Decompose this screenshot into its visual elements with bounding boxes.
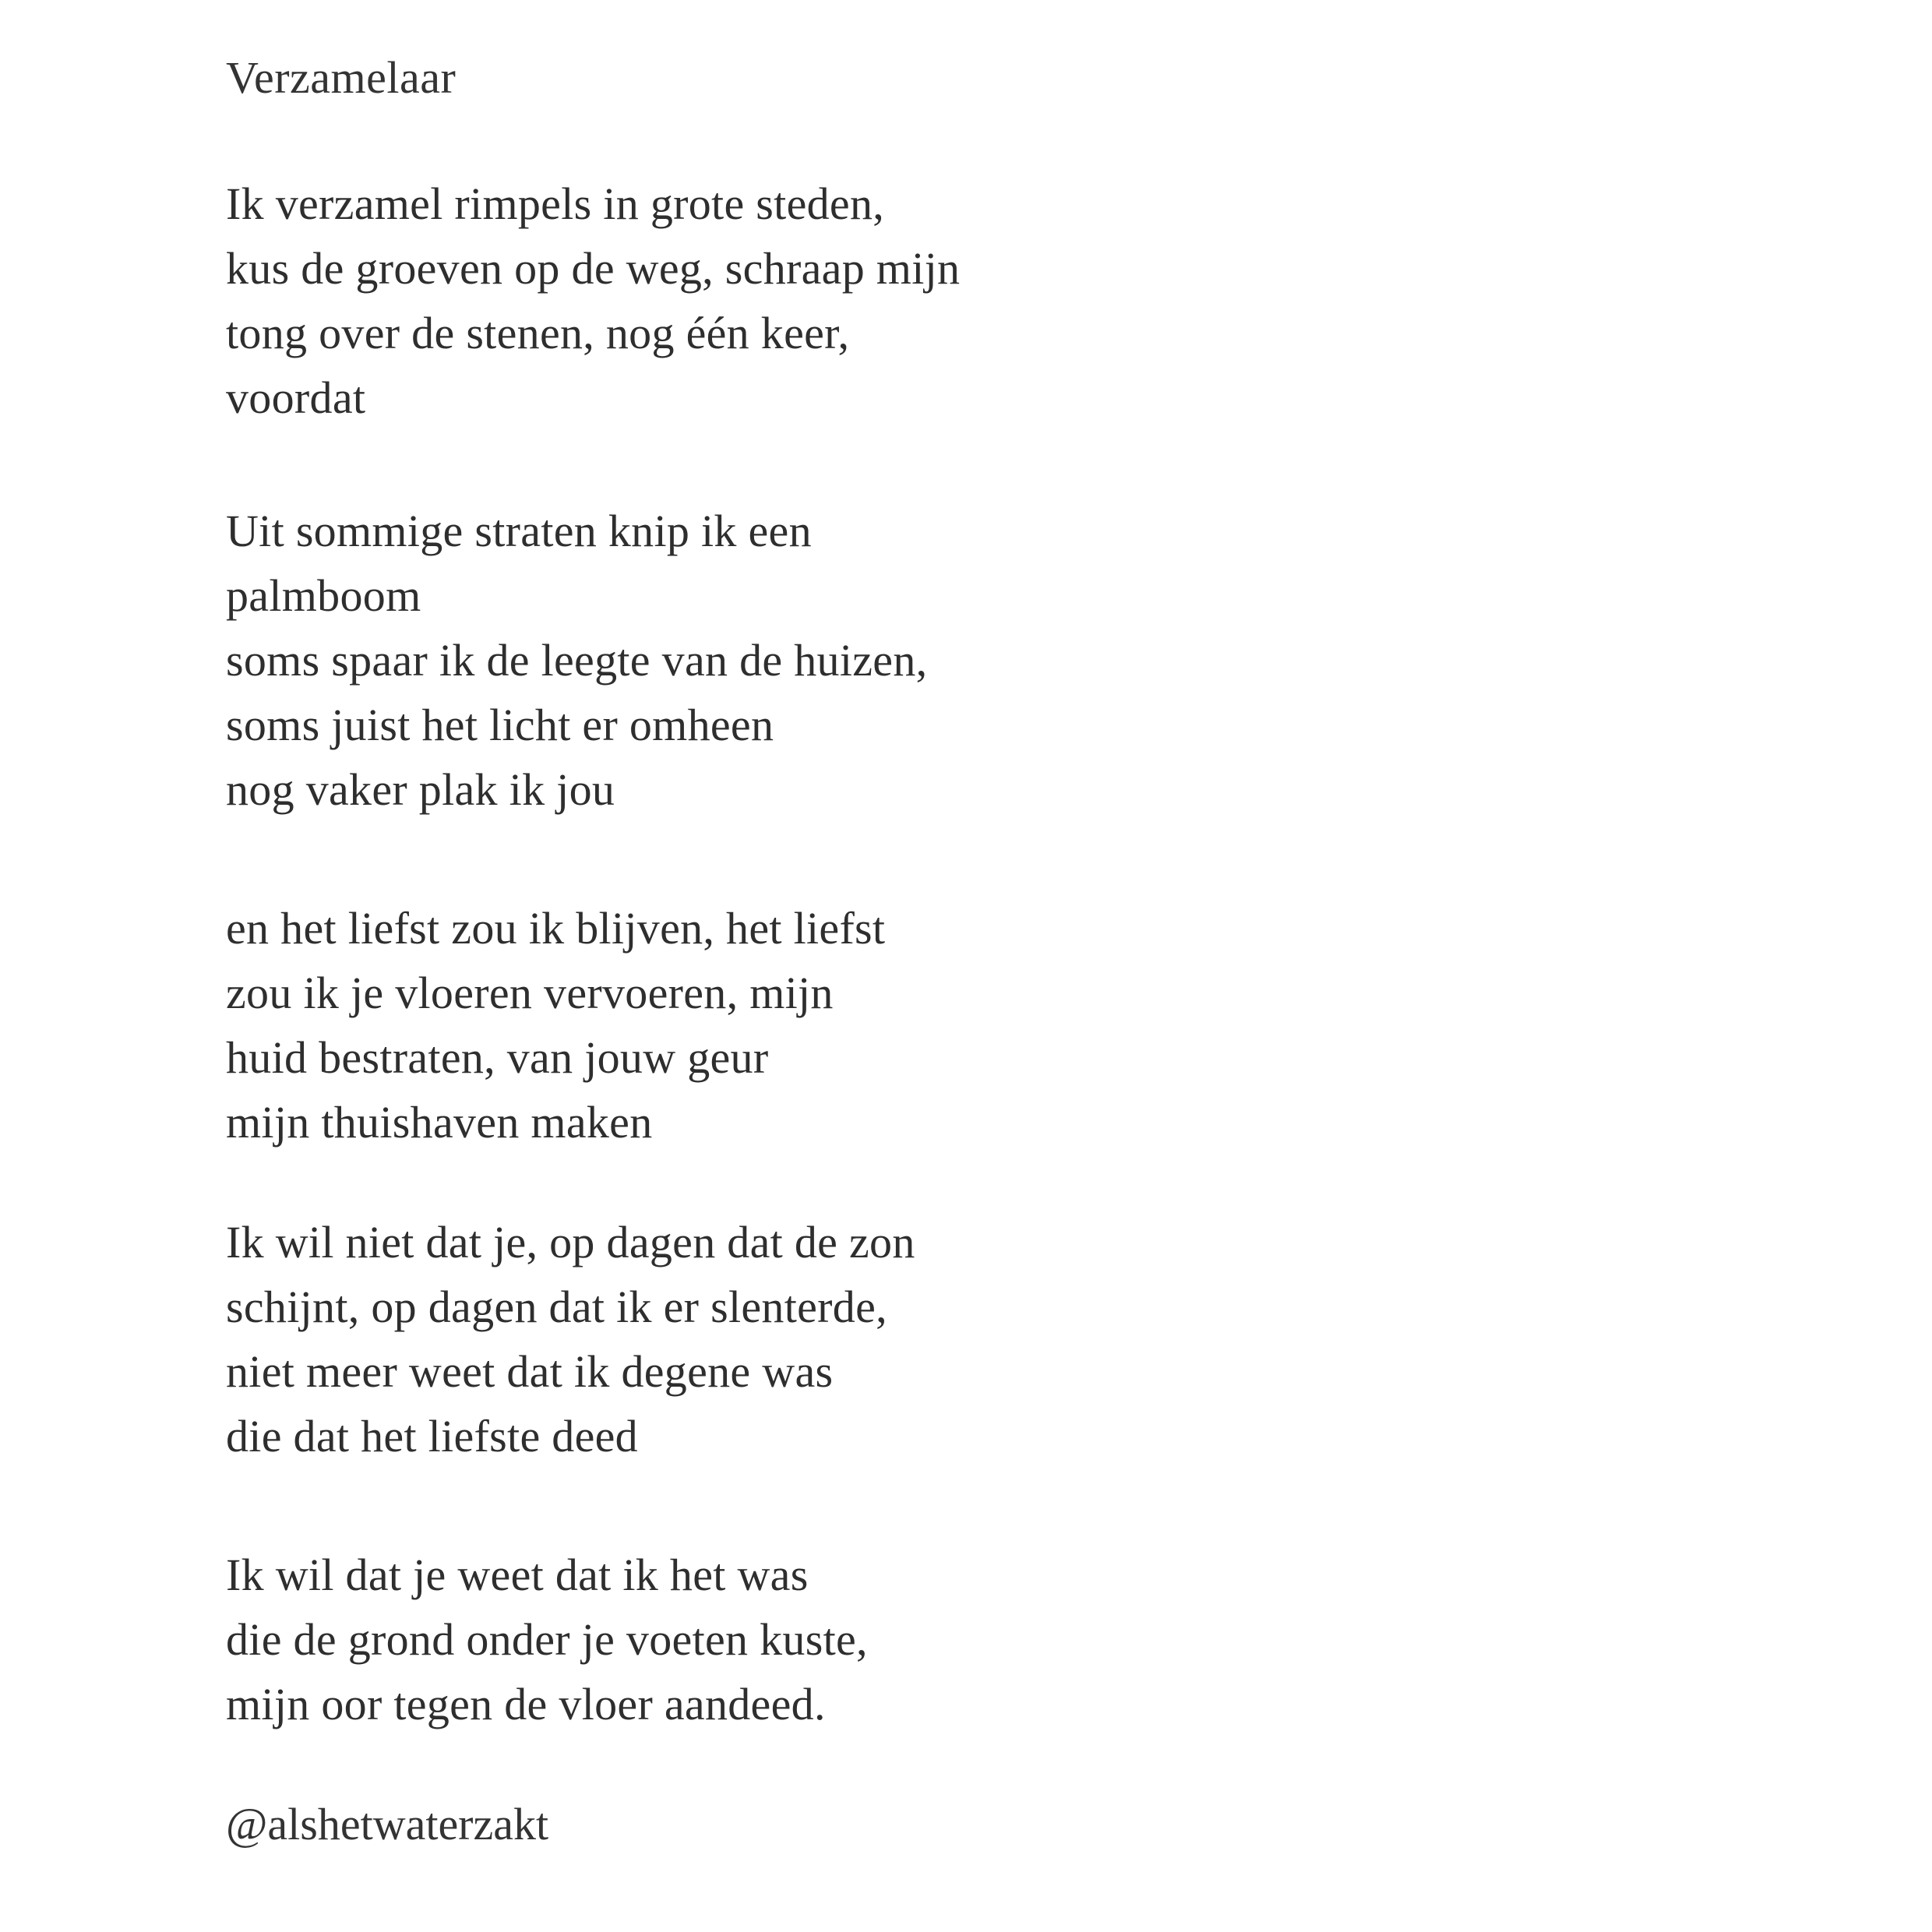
stanza-3 [226, 896, 885, 1155]
stanza-5 [226, 1542, 868, 1736]
poem-line: palmboom [226, 570, 421, 621]
poem-line: niet meer weet dat ik degene was [226, 1346, 834, 1397]
poem-line: Ik verzamel rimpels in grote steden, [226, 178, 885, 229]
poem-line: Ik wil niet dat je, op dagen dat de zon [226, 1217, 915, 1267]
poem-line: Uit sommige straten knip ik een [226, 506, 812, 556]
poem-line: voordat [226, 372, 366, 423]
stanza-1 [226, 171, 960, 430]
poem-line: mijn thuishaven maken [226, 1097, 653, 1148]
stanza-4 [226, 1210, 915, 1468]
author-handle: @alshetwaterzakt [226, 1799, 549, 1849]
poem-line: die dat het liefste deed [226, 1411, 638, 1461]
stanza-2 [226, 499, 927, 822]
poem-line: Ik wil dat je weet dat ik het was [226, 1549, 809, 1600]
poem-line: tong over de stenen, nog één keer, [226, 308, 850, 358]
poem-title: Verzamelaar [226, 52, 457, 103]
poem-line: mijn oor tegen de vloer aandeed. [226, 1679, 826, 1729]
poem-line: soms juist het licht er omheen [226, 700, 774, 750]
poem-line: die de grond onder je voeten kuste, [226, 1614, 868, 1665]
poem-line: kus de groeven op de weg, schraap mijn [226, 243, 961, 294]
poem-line: soms spaar ik de leegte van de huizen, [226, 635, 928, 686]
poem-line: huid bestraten, van jouw geur [226, 1032, 769, 1083]
poem-line: en het liefst zou ik blijven, het liefst [226, 903, 886, 954]
poem-line: schijnt, op dagen dat ik er slenterde, [226, 1282, 887, 1332]
poem-line: zou ik je vloeren vervoeren, mijn [226, 968, 834, 1018]
poem-line: nog vaker plak ik jou [226, 764, 615, 815]
